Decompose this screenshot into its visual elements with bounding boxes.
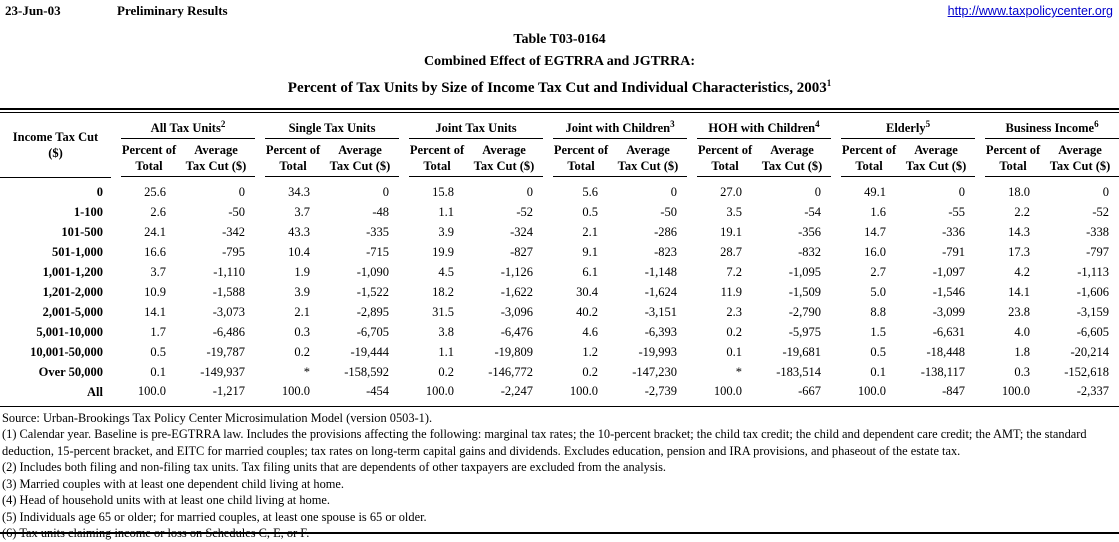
table-title-line2 <box>0 78 1119 97</box>
cell: 14.3 <box>1008 224 1031 239</box>
subheader-average-text <box>177 142 255 177</box>
cell: 23.8 <box>1008 304 1031 319</box>
subheader-percent-line1: Percent of <box>697 143 753 157</box>
cell: 2.7 <box>870 264 887 279</box>
group-header-single-tax-units <box>255 113 399 139</box>
subheader-percent-line1: Percent of <box>265 143 321 157</box>
cell: 0.5 <box>870 344 887 359</box>
cell: -1,126 <box>500 264 534 279</box>
cell: 1.6 <box>870 204 887 219</box>
table-row <box>0 177 1119 202</box>
subheader-average-line1: Average <box>194 143 238 157</box>
cell: -50 <box>228 204 246 219</box>
cell: -1,097 <box>932 264 966 279</box>
cell: 1.5 <box>870 324 887 339</box>
subheader-percent-of-total <box>687 139 753 177</box>
subheader-average-text <box>321 142 399 177</box>
income-tax-cut-header-line1: Income Tax Cut <box>12 129 99 144</box>
cell: -1,606 <box>1076 284 1110 299</box>
cell: -19,787 <box>206 344 246 359</box>
cell: -6,605 <box>1076 324 1110 339</box>
row-label: All <box>0 382 111 407</box>
subheader-average-tax-cut <box>465 139 543 177</box>
subheader-average-line2: Tax Cut ($) <box>473 159 535 173</box>
cell: -1,217 <box>177 382 255 407</box>
cell: 100.0 <box>399 382 465 407</box>
group-footnote-marker: 4 <box>815 118 820 129</box>
cell: -6,705 <box>356 324 390 339</box>
cell: 0 <box>526 184 534 199</box>
cell: 3.9 <box>438 224 455 239</box>
row-label: 1,201-2,000 <box>42 284 103 299</box>
cell: -54 <box>804 204 822 219</box>
subheader-percent-line1: Percent of <box>553 143 609 157</box>
page-header <box>0 0 1119 19</box>
cell: 17.3 <box>1008 244 1031 259</box>
cell: 19.9 <box>432 244 455 259</box>
cell: 25.6 <box>144 184 166 199</box>
cell: 0.3 <box>294 324 311 339</box>
subheader-average-text <box>609 142 687 177</box>
cell: -1,546 <box>932 284 966 299</box>
cell: 0.2 <box>294 344 311 359</box>
cell: 6.1 <box>582 264 599 279</box>
cell: 49.1 <box>864 184 887 199</box>
footnote-3: (3) Married couples with at least one dependent child living at home. <box>2 476 345 491</box>
row-label: 5,001-10,000 <box>36 324 103 339</box>
table-row <box>0 302 1119 322</box>
cell: 30.4 <box>576 284 599 299</box>
group-header-text <box>985 116 1119 139</box>
group-header-label: Joint with Children <box>565 121 671 135</box>
cell: -342 <box>222 224 246 239</box>
table-row <box>0 222 1119 242</box>
cell: 0 <box>670 184 678 199</box>
cell: 14.1 <box>1008 284 1031 299</box>
cell: 19.1 <box>720 224 743 239</box>
subheader-percent-of-total <box>831 139 897 177</box>
subheader-percent-line1: Percent of <box>841 143 897 157</box>
cell: 16.6 <box>144 244 166 259</box>
cell: -2,247 <box>465 382 543 407</box>
cell: -2,739 <box>609 382 687 407</box>
cell: 0 <box>958 184 966 199</box>
subheader-average-line2: Tax Cut ($) <box>617 159 679 173</box>
cell: 1.2 <box>582 344 599 359</box>
row-label: 10,001-50,000 <box>30 344 103 359</box>
cell: 0.1 <box>726 344 743 359</box>
cell: 100.0 <box>111 382 177 407</box>
group-header-label: Single Tax Units <box>288 121 376 135</box>
subheader-average-text <box>897 142 975 177</box>
cell: -1,095 <box>788 264 822 279</box>
cell: 0 <box>382 184 390 199</box>
title-block <box>0 32 1119 97</box>
cell: -1,622 <box>500 284 534 299</box>
cell: 15.8 <box>432 184 455 199</box>
group-header-joint-tax-units <box>399 113 543 139</box>
subheader-percent-line2: Total <box>855 159 883 173</box>
cell: -20,214 <box>1070 344 1110 359</box>
cell: 5.6 <box>582 184 599 199</box>
cell: 1.1 <box>438 204 455 219</box>
subheader-average-tax-cut <box>177 139 255 177</box>
cell: 11.9 <box>720 284 743 299</box>
cell: 3.7 <box>294 204 311 219</box>
cell: 18.2 <box>432 284 455 299</box>
subheader-percent-text <box>121 142 177 177</box>
cell: -791 <box>942 244 966 259</box>
subheader-average-line1: Average <box>1058 143 1102 157</box>
cell: -1,624 <box>644 284 678 299</box>
cell: -1,110 <box>213 264 246 279</box>
cell: 4.0 <box>1014 324 1031 339</box>
subheader-average-text <box>1041 142 1119 177</box>
subheader-percent-line2: Total <box>567 159 595 173</box>
group-header-label: Business Income <box>1005 121 1095 135</box>
cell: 7.2 <box>726 264 743 279</box>
table-row <box>0 282 1119 302</box>
group-header-text <box>697 116 831 139</box>
cell: 100.0 <box>831 382 897 407</box>
group-header-joint-with-children <box>543 113 687 139</box>
subheader-percent-text <box>553 142 609 177</box>
cell: -50 <box>660 204 678 219</box>
cell: -183,514 <box>776 364 822 379</box>
cell: 3.5 <box>726 204 743 219</box>
subheader-average-tax-cut <box>753 139 831 177</box>
cell: -1,113 <box>1077 264 1110 279</box>
cell: 2.3 <box>726 304 743 319</box>
group-header-business-income <box>975 113 1119 139</box>
cell: 1.9 <box>294 264 311 279</box>
income-tax-cut-header-line2: ($) <box>48 145 63 160</box>
cell: 0.2 <box>726 324 743 339</box>
group-footnote-marker: 5 <box>925 118 931 129</box>
cell: -2,895 <box>356 304 390 319</box>
subheader-average-line1: Average <box>770 143 814 157</box>
cell: -6,393 <box>644 324 678 339</box>
subheader-percent-text <box>841 142 897 177</box>
subheader-average-line1: Average <box>914 143 958 157</box>
group-header-text <box>841 116 975 139</box>
cell: 5.0 <box>870 284 887 299</box>
cell: -147,230 <box>632 364 678 379</box>
row-label: 0 <box>96 184 103 199</box>
subheader-percent-text <box>697 142 753 177</box>
cell: -52 <box>516 204 534 219</box>
cell: 2.1 <box>294 304 311 319</box>
cell: 31.5 <box>432 304 455 319</box>
cell: 0.2 <box>438 364 455 379</box>
taxpolicycenter-link[interactable]: http://www.taxpolicycenter.org <box>947 4 1113 18</box>
cell: 0 <box>1102 184 1110 199</box>
table-number: Table T03-0164 <box>513 32 606 47</box>
group-header-hoh-with-children <box>687 113 831 139</box>
cell: -847 <box>897 382 975 407</box>
cell: -19,681 <box>782 344 822 359</box>
cell: 0.3 <box>1014 364 1031 379</box>
table-row <box>0 202 1119 222</box>
group-header-all-tax-units <box>111 113 255 139</box>
cell: -3,073 <box>212 304 246 319</box>
footnote-4: (4) Head of household units with at least one child living at home. <box>2 493 330 507</box>
cell: -454 <box>321 382 399 407</box>
cell: 8.8 <box>870 304 887 319</box>
cell: 43.3 <box>288 224 311 239</box>
subheader-percent-line2: Total <box>999 159 1027 173</box>
cell: -827 <box>510 244 534 259</box>
cell: -138,117 <box>920 364 966 379</box>
cell: -18,448 <box>926 344 966 359</box>
table-row <box>0 382 1119 407</box>
cell: * <box>735 364 743 379</box>
cell: 4.6 <box>582 324 599 339</box>
group-footnote-marker: 6 <box>1094 118 1099 129</box>
income-tax-cut-header <box>0 113 111 177</box>
cell: 3.9 <box>294 284 311 299</box>
cell: 0.1 <box>150 364 166 379</box>
cell: -335 <box>366 224 390 239</box>
subheader-percent-line2: Total <box>423 159 451 173</box>
cell: -2,790 <box>788 304 822 319</box>
subheader-average-line2: Tax Cut ($) <box>1049 159 1111 173</box>
cell: -1,509 <box>788 284 822 299</box>
cell: 28.7 <box>720 244 743 259</box>
subheader-average-line2: Tax Cut ($) <box>185 159 247 173</box>
cell: -667 <box>753 382 831 407</box>
cell: 40.2 <box>576 304 599 319</box>
row-label: 1-100 <box>73 204 103 219</box>
report-date: 23-Jun-03 <box>5 3 61 18</box>
table-row <box>0 242 1119 262</box>
cell: * <box>303 364 311 379</box>
cell: -6,631 <box>932 324 966 339</box>
cell: 0 <box>814 184 822 199</box>
row-label: 101-500 <box>61 224 103 239</box>
subheader-average-tax-cut <box>1041 139 1119 177</box>
cell: -3,096 <box>500 304 534 319</box>
preliminary-results-label: Preliminary Results <box>117 3 228 18</box>
table-row <box>0 262 1119 282</box>
cell: 0.1 <box>870 364 887 379</box>
cell: 4.2 <box>1014 264 1031 279</box>
cell: -52 <box>1092 204 1110 219</box>
cell: 2.1 <box>582 224 599 239</box>
subheader-percent-line2: Total <box>135 159 163 173</box>
subheader-average-line1: Average <box>626 143 670 157</box>
cell: -3,151 <box>644 304 678 319</box>
group-header-label: HOH with Children <box>708 121 816 135</box>
cell: -1,090 <box>356 264 390 279</box>
subheader-average-tax-cut <box>321 139 399 177</box>
row-label: Over 50,000 <box>38 364 103 379</box>
table-title-footnote-marker: 1 <box>826 78 832 88</box>
row-label: 1,001-1,200 <box>42 264 103 279</box>
group-header-text <box>121 116 255 139</box>
cell: -338 <box>1086 224 1110 239</box>
footnote-5: (5) Individuals age 65 or older; for married couples, at least one spouse is 65 or older. <box>2 509 427 524</box>
group-header-text <box>265 120 399 139</box>
table-title-line1: Combined Effect of EGTRRA and JGTRRA: <box>423 54 696 69</box>
cell: 18.0 <box>1008 184 1031 199</box>
subheader-percent-line2: Total <box>279 159 307 173</box>
table-row <box>0 342 1119 362</box>
cell: -19,809 <box>494 344 534 359</box>
subheader-percent-of-total <box>255 139 321 177</box>
footnote-2: (2) Includes both filing and non-filing tax units. Tax filing units that are dependents of other taxpayers are excluded from the analysis. <box>2 460 667 474</box>
subheader-percent-of-total <box>111 139 177 177</box>
cell: 9.1 <box>582 244 599 259</box>
cell: -715 <box>366 244 390 259</box>
cell: -1,148 <box>644 264 678 279</box>
table-row <box>0 322 1119 342</box>
cell: 24.1 <box>144 224 166 239</box>
cell: -149,937 <box>200 364 246 379</box>
row-label: 501-1,000 <box>51 244 103 259</box>
subheader-percent-text <box>265 142 321 177</box>
subheader-percent-of-total <box>543 139 609 177</box>
group-header-text <box>553 116 687 139</box>
cell: -356 <box>798 224 822 239</box>
cell: -2,337 <box>1041 382 1119 407</box>
cell: 14.1 <box>144 304 166 319</box>
results-table <box>0 113 1119 407</box>
cell: -823 <box>654 244 678 259</box>
cell: -158,592 <box>344 364 390 379</box>
cell: 2.2 <box>1014 204 1031 219</box>
cell: 0 <box>238 184 246 199</box>
subheader-percent-line1: Percent of <box>121 143 177 157</box>
subheader-average-text <box>465 142 543 177</box>
cell: 1.8 <box>1014 344 1031 359</box>
subheader-average-tax-cut <box>609 139 687 177</box>
cell: -336 <box>942 224 966 239</box>
subheader-average-line2: Tax Cut ($) <box>761 159 823 173</box>
cell: 2.6 <box>150 204 166 219</box>
cell: 10.4 <box>288 244 311 259</box>
group-footnote-marker: 2 <box>220 118 226 129</box>
group-header-label: Joint Tax Units <box>435 121 517 135</box>
cell: -6,486 <box>212 324 246 339</box>
footnote-1: (1) Calendar year. Baseline is pre-EGTRRA law. Includes the provisions affecting the following: marginal tax rates; the 10-percent bracket; the child tax credit; the child and dependent care credit; the AMT; the standard deduction, 15-percent bracket, and EITC for married couples; tax rates on long-term capital gains and dividends. Excludes education, pension and IRA provisions, and phaseout of the estate tax. <box>2 427 1087 458</box>
table-title-line2-text: Percent of Tax Units by Size of Income Tax Cut and Individual Characteristics, 2003 <box>287 80 827 96</box>
cell: 100.0 <box>543 382 609 407</box>
cell: 1.1 <box>438 344 455 359</box>
cell: -1,588 <box>212 284 246 299</box>
cell: 0.5 <box>582 204 599 219</box>
cell: 100.0 <box>975 382 1041 407</box>
subheader-average-line2: Tax Cut ($) <box>329 159 391 173</box>
cell: -6,476 <box>500 324 534 339</box>
cell: -146,772 <box>488 364 534 379</box>
cell: -795 <box>222 244 246 259</box>
cell: 34.3 <box>288 184 311 199</box>
cell: 0.2 <box>582 364 599 379</box>
cell: -5,975 <box>788 324 822 339</box>
footnotes <box>0 410 1119 542</box>
table-row <box>0 362 1119 382</box>
cell: -3,099 <box>932 304 966 319</box>
cell: -19,993 <box>638 344 678 359</box>
subheader-percent-line1: Percent of <box>409 143 465 157</box>
subheader-average-line1: Average <box>338 143 382 157</box>
cell: 3.8 <box>438 324 455 339</box>
row-label: 2,001-5,000 <box>42 304 103 319</box>
subheader-average-text <box>753 142 831 177</box>
group-footnote-marker: 3 <box>670 118 675 129</box>
cell: 1.7 <box>150 324 166 339</box>
cell: 100.0 <box>255 382 321 407</box>
cell: 100.0 <box>687 382 753 407</box>
group-header-text <box>409 120 543 139</box>
cell: -19,444 <box>350 344 390 359</box>
subheader-average-line2: Tax Cut ($) <box>905 159 967 173</box>
subheader-average-line1: Average <box>482 143 526 157</box>
source-note: Source: Urban-Brookings Tax Policy Center Microsimulation Model (version 0503-1). <box>2 410 433 425</box>
cell: -286 <box>654 224 678 239</box>
cell: 14.7 <box>864 224 887 239</box>
cell: -48 <box>372 204 390 219</box>
cell: -797 <box>1086 244 1110 259</box>
group-header-label: All Tax Units <box>150 121 221 135</box>
subheader-average-tax-cut <box>897 139 975 177</box>
cell: 3.7 <box>150 264 166 279</box>
cell: 27.0 <box>720 184 743 199</box>
subheader-percent-of-total <box>975 139 1041 177</box>
subheader-percent-line1: Percent of <box>985 143 1041 157</box>
cell: 16.0 <box>864 244 887 259</box>
cell: -324 <box>510 224 534 239</box>
cell: 10.9 <box>144 284 166 299</box>
subheader-percent-text <box>985 142 1041 177</box>
cell: 4.5 <box>438 264 455 279</box>
cell: -3,159 <box>1076 304 1110 319</box>
cell: -1,522 <box>356 284 390 299</box>
subheader-percent-of-total <box>399 139 465 177</box>
cell: -832 <box>798 244 822 259</box>
subheader-percent-line2: Total <box>711 159 739 173</box>
cell: -55 <box>948 204 966 219</box>
cell: 0.5 <box>150 344 166 359</box>
group-header-label: Elderly <box>885 121 926 135</box>
cell: -152,618 <box>1064 364 1110 379</box>
subheader-percent-text <box>409 142 465 177</box>
group-header-elderly <box>831 113 975 139</box>
